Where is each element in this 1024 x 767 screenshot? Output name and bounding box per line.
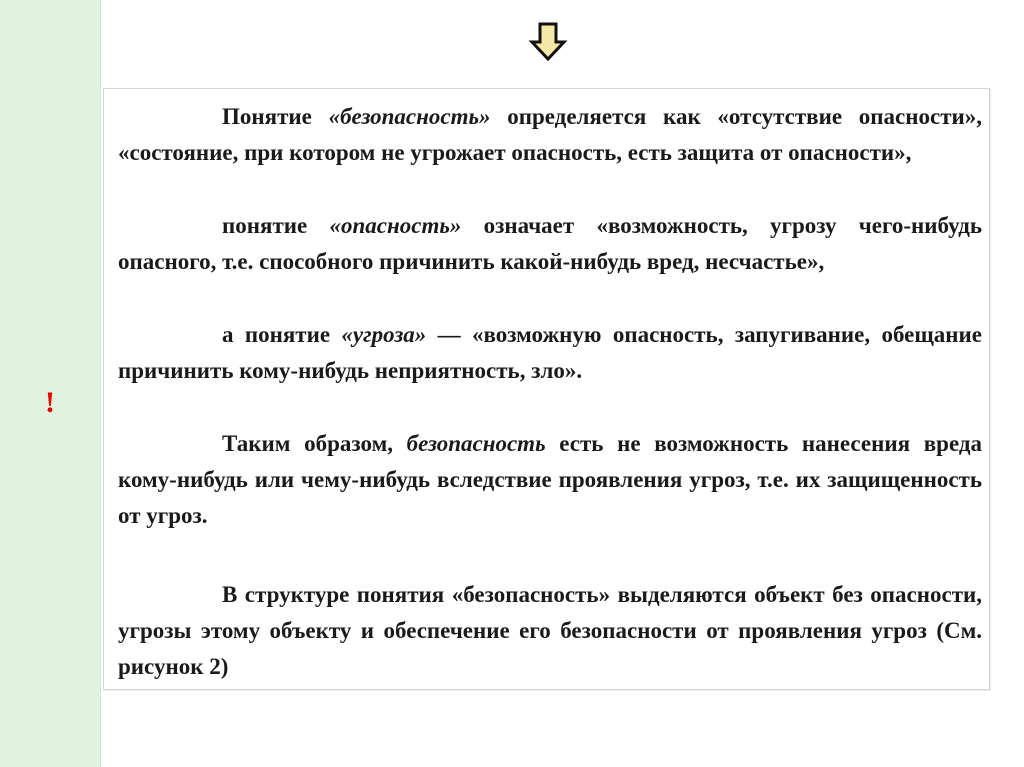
paragraph-body: — «возможную опасность, запугивание, обещание причинить кому-нибудь неприятность, зло». (118, 322, 982, 383)
paragraph-structure: В структуре понятия «безопасность» выделяются объект без опасности, угрозы этому объекту и обеспечение его безопасности от проявления угроз (См. рисунок 2) (118, 582, 982, 679)
side-panel (0, 0, 101, 767)
paragraph-body: есть не возможность нанесения вреда кому-нибудь или чему-нибудь вследствие проявления угроз, т.е. их защищенность от угроз. (118, 431, 982, 528)
paragraph-body: определяется как «отсутствие опасности», «состояние, при котором не угрожает опасность, есть защита от опасности», (118, 104, 983, 165)
paragraph-conclusion (118, 426, 982, 534)
paragraph-lead: понятие (222, 213, 330, 238)
exclamation-marker: ! (45, 386, 55, 419)
term-security: «безопасность» (328, 104, 491, 129)
term-danger: «опасность» (329, 213, 462, 238)
term-threat: «угроза» (341, 322, 427, 347)
paragraph-threat-definition (118, 317, 982, 389)
paragraph-security-definition (118, 99, 982, 171)
paragraph-danger-definition (118, 208, 982, 280)
down-arrow-icon[interactable] (528, 22, 568, 62)
paragraph-lead: а понятие (222, 322, 342, 347)
paragraph-lead: Таким образом, (222, 431, 407, 456)
paragraph-body: означает «возможность, угрозу чего-нибудь опасного, т.е. способного причинить какой-нибудь вред, несчастье», (118, 213, 982, 274)
term-security-italic: безопасность (406, 431, 546, 456)
paragraph-lead: Понятие (222, 104, 329, 129)
definition-text-box (103, 88, 990, 690)
down-arrow-shape (532, 24, 564, 59)
